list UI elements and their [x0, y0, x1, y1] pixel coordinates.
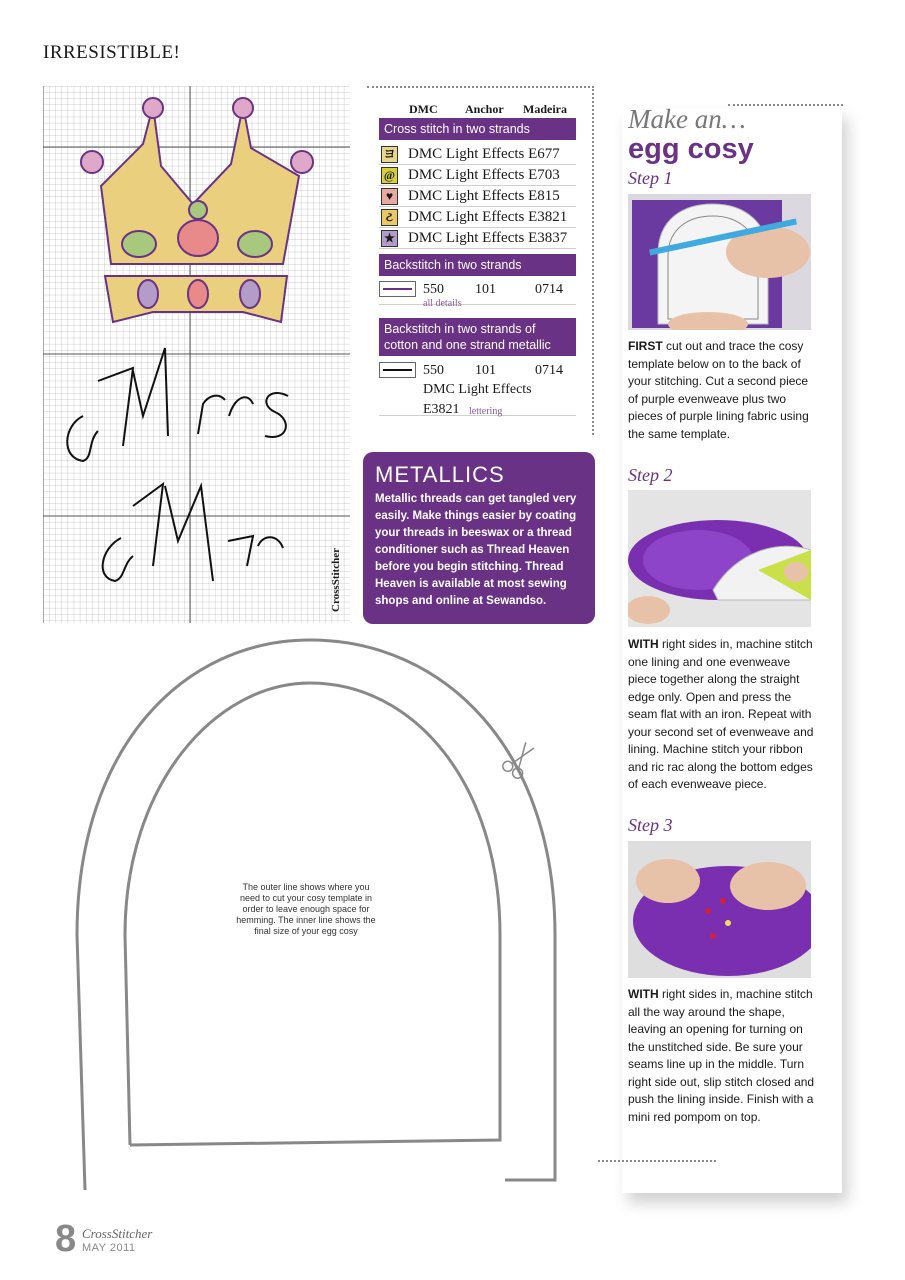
s-symbol-icon: ટ — [381, 209, 398, 226]
footer-date: MAY 2011 — [82, 1242, 136, 1254]
key-row — [379, 144, 576, 165]
dotted-rule — [598, 1160, 716, 1162]
step-2-lead: WITH — [628, 637, 659, 651]
cross-stitch-chart — [43, 86, 350, 623]
back2-anchor: 101 — [475, 363, 496, 378]
step-1-title: Step 1 — [628, 168, 673, 188]
back2-dmc: 550 — [423, 363, 444, 378]
back1-note: all details — [423, 298, 462, 309]
step-3-lead: WITH — [628, 987, 659, 1001]
backstitch-row — [379, 279, 576, 309]
step-1-body: cut out and trace the cosy template below on to the back of your stitching. Cut a second piece of purple evenweave plus two pieces of purple lining fabric using the same template. — [628, 339, 809, 441]
backstitch-purple-swatch — [379, 281, 416, 297]
key-row — [379, 186, 576, 207]
step-3-title: Step 3 — [628, 815, 673, 835]
step-3-photo — [628, 841, 811, 978]
key-row-label: DMC Light Effects E3837 — [408, 230, 568, 246]
backstitch-metallic-row — [379, 360, 576, 416]
step-3-body: right sides in, machine stitch all the way around the shape, leaving an opening for turning on the unstitched side. Be sure your seams line up in the middle. Turn right side out, slip stitch closed and push the lining inside. Finish with a mini red pompom on top. — [628, 987, 815, 1124]
back2-note: lettering — [469, 406, 503, 417]
col-dmc: DMC — [409, 102, 438, 116]
key-row-label: DMC Light Effects E815 — [408, 188, 560, 204]
key-row — [379, 165, 576, 186]
key-row-label: DMC Light Effects E3821 — [408, 209, 568, 225]
metallics-body: Metallic threads can get tangled very easily. Make things easier by coating your threads in beeswax or a thread conditioner such as Thread Heaven before you begin stitching. Thread Heaven is available at most sewing shops and online at Sewandso. — [375, 493, 577, 607]
col-madeira: Madeira — [523, 102, 567, 116]
step-2-photo — [628, 490, 811, 627]
project-title: egg cosy — [628, 133, 754, 165]
col-anchor: Anchor — [465, 102, 504, 116]
key-row-label: DMC Light Effects E703 — [408, 167, 560, 183]
back2-extra: DMC Light Effects — [423, 382, 532, 397]
back2-madeira: 0714 — [535, 363, 563, 378]
key-row — [379, 207, 576, 228]
step-2-title: Step 2 — [628, 465, 673, 485]
step-1-text — [628, 338, 818, 443]
band-backstitch-metallic: Backstitch in two strands of cotton and one strand metallic — [379, 318, 576, 356]
star-symbol-icon: ★ — [381, 230, 398, 247]
section-title: IRRESISTIBLE! — [43, 42, 181, 63]
back1-anchor: 101 — [475, 282, 496, 297]
step-1-photo — [628, 194, 811, 330]
crossstitcher-watermark: CrossStitcher — [330, 548, 342, 612]
back1-madeira: 0714 — [535, 282, 563, 297]
metallics-title: METALLICS — [375, 462, 505, 487]
backstitch-black-swatch — [379, 362, 416, 378]
metallics-box — [363, 452, 595, 624]
footer-brand: CrossStitcher — [82, 1226, 153, 1241]
e-symbol-icon: ヨ — [381, 146, 398, 163]
step-1-lead: FIRST — [628, 339, 663, 353]
thread-key — [367, 86, 594, 435]
band-cross-stitch: Cross stitch in two strands — [379, 118, 576, 140]
back1-dmc: 550 — [423, 282, 444, 297]
step-2-text — [628, 636, 818, 794]
step-2-body: right sides in, machine stitch one lining and one evenweave piece together along the straight edge only. Open and press the seam flat with an iron. Repeat with your second set of evenweave and lining. Machine stitch your ribbon and ric rac along the bottom edges of each evenweave piece. — [628, 637, 814, 791]
key-row — [379, 228, 576, 249]
template-note: The outer line shows where you need to cut your cosy template in order to leave enough space for hemming. The inner line shows the final size of your egg cosy — [236, 882, 376, 936]
back2-extra2: E3821 — [423, 402, 460, 417]
band-backstitch: Backstitch in two strands — [379, 254, 576, 276]
heart-symbol-icon: ♥ — [381, 188, 398, 205]
make-an-heading: Make an… — [628, 104, 746, 134]
page-number: 8 — [55, 1218, 77, 1260]
at-symbol-icon: @ — [381, 167, 398, 184]
key-row-label: DMC Light Effects E677 — [408, 146, 560, 162]
step-3-text — [628, 986, 818, 1126]
